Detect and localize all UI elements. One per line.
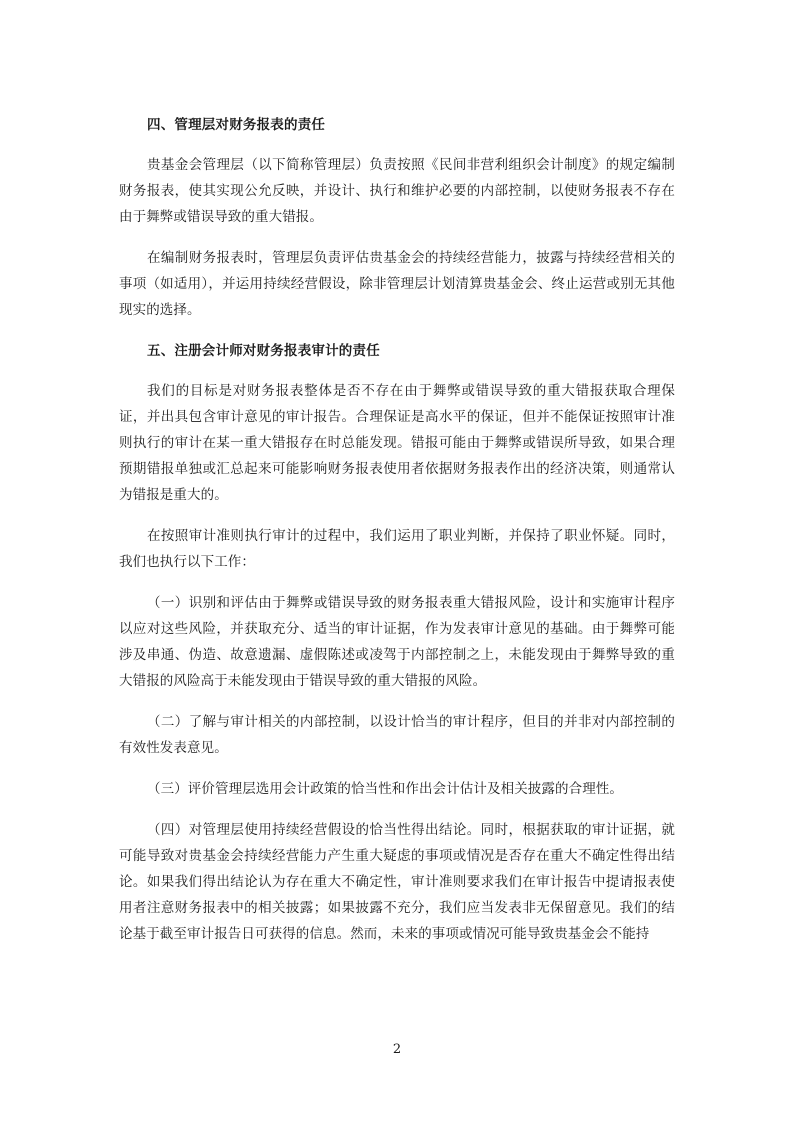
section-heading-auditor-responsibility: 五、注册会计师对财务报表审计的责任 <box>147 343 380 359</box>
section-heading-management-responsibility: 四、管理层对财务报表的责任 <box>147 117 326 133</box>
paragraph-audit-procedures-intro: 在按照审计准则执行审计的过程中，我们运用了职业判断，并保持了职业怀疑。同时，我们也执行以下工作： <box>119 528 675 570</box>
page-number: 2 <box>392 1042 402 1057</box>
paragraph-management-responsibility-1: 贵基金会管理层（以下简称管理层）负责按照《民间非营利组织会计制度》的规定编制财务报表，使其实现公允反映，并设计、执行和维护必要的内部控制，以使财务报表不存在由于舞弊或错误导致的重大错报。 <box>119 157 675 225</box>
document-body <box>119 112 675 947</box>
list-item-risk-assessment: （一）识别和评估由于舞弊或错误导致的财务报表重大错报风险，设计和实施审计程序以应对这些风险，并获取充分、适当的审计证据，作为发表审计意见的基础。由于舞弊可能涉及串通、伪造、故意遗漏、虚假陈述或凌驾于内部控制之上，未能发现由于舞弊导致的重大错报的风险高于未能发现由于错误导致的重大错报的风险。 <box>119 595 675 689</box>
paragraph-management-responsibility-2: 在编制财务报表时，管理层负责评估贵基金会的持续经营能力，披露与持续经营相关的事项（如适用），并运用持续经营假设，除非管理层计划清算贵基金会、终止运营或别无其他现实的选择。 <box>119 250 675 318</box>
list-item-internal-control: （二）了解与审计相关的内部控制，以设计恰当的审计程序，但目的并非对内部控制的有效性发表意见。 <box>119 714 675 756</box>
list-item-going-concern: （四）对管理层使用持续经营假设的恰当性得出结论。同时，根据获取的审计证据，就可能导致对贵基金会持续经营能力产生重大疑虑的事项或情况是否存在重大不确定性得出结论。如果我们得出结论认为存在重大不确定性，审计准则要求我们在审计报告中提请报表使用者注意财务报表中的相关披露；如果披露不充分，我们应当发表非无保留意见。我们的结论基于截至审计报告日可获得的信息。然而，未来的事项或情况可能导致贵基金会不能持 <box>119 822 675 942</box>
paragraph-audit-objective: 我们的目标是对财务报表整体是否不存在由于舞弊或错误导致的重大错报获取合理保证，并出具包含审计意见的审计报告。合理保证是高水平的保证，但并不能保证按照审计准则执行的审计在某一重大错报存在时总能发现。错报可能由于舞弊或错误所导致，如果合理预期错报单独或汇总起来可能影响财务报表使用者依据财务报表作出的经济决策，则通常认为错报是重大的。 <box>119 383 675 503</box>
list-item-accounting-policies: （三）评价管理层选用会计政策的恰当性和作出会计估计及相关披露的合理性。 <box>147 781 623 797</box>
